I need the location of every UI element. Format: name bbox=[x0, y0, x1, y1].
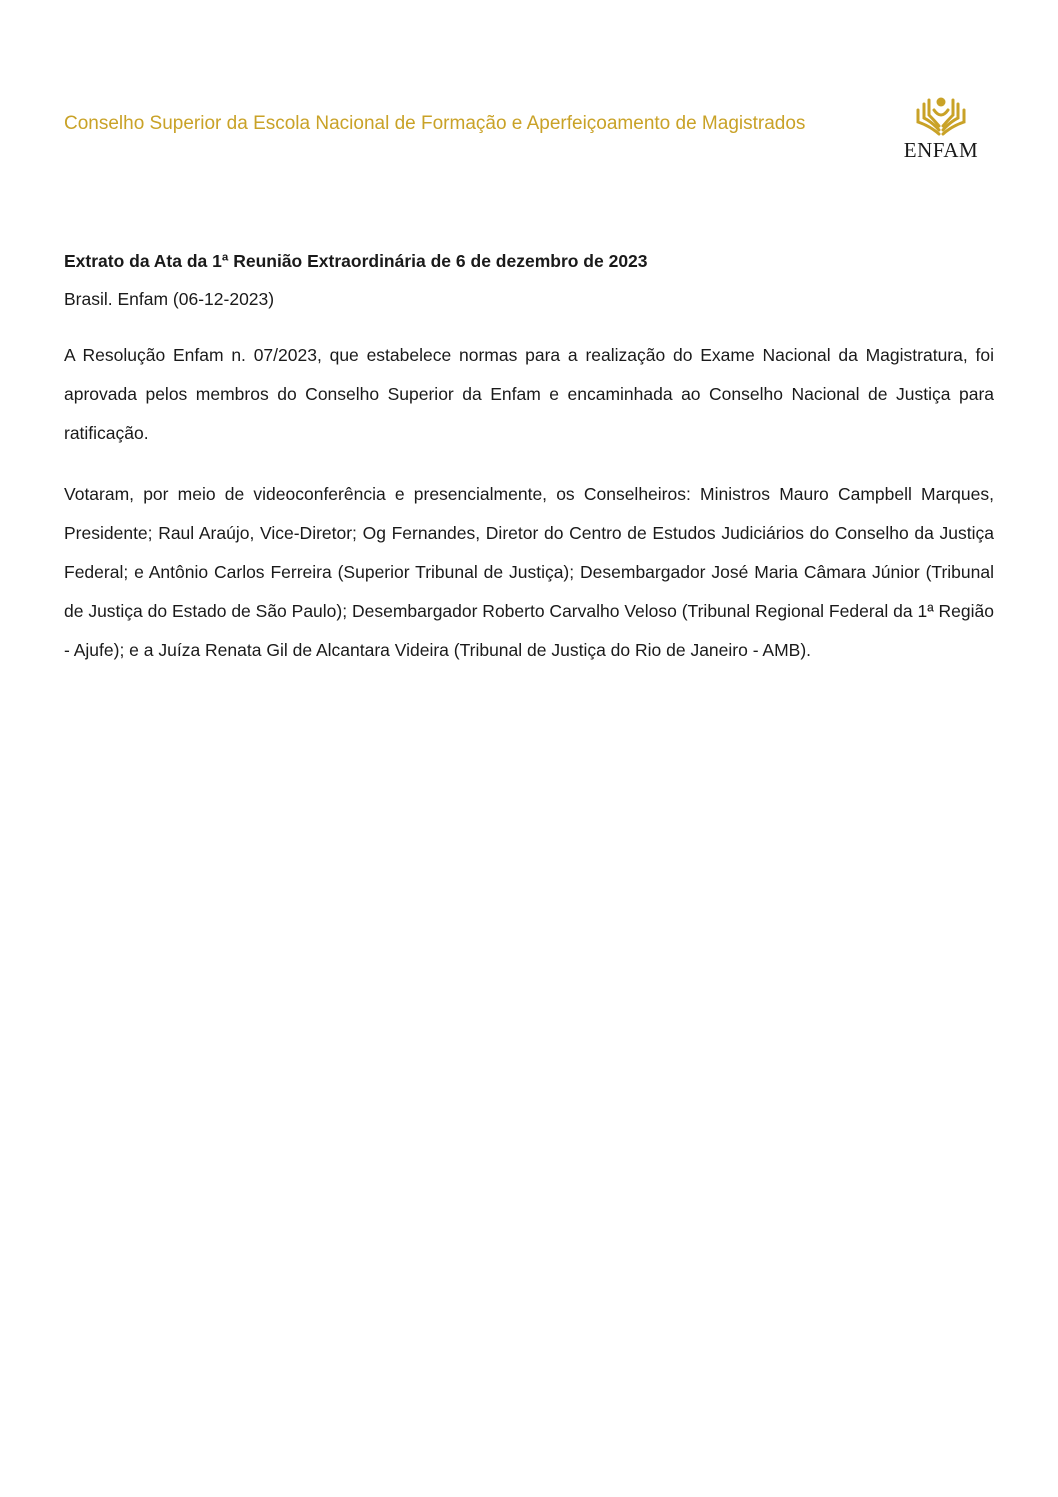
enfam-logo bbox=[898, 90, 984, 160]
paragraph: Votaram, por meio de videoconferência e presencialmente, os Conselheiros: Ministros Mauro Campbell Marques, Presidente; Raul Araújo, Vice-Diretor; Og Fernandes, Diretor do Centro de Estudos Judiciários do Conselho da Justiça Federal; e Antônio Carlos Ferreira (Superior Tribunal de Justiça); Desembargador José Maria Câmara Júnior (Tribunal de Justiça do Estado de São Paulo); Desembargador Roberto Carvalho Veloso (Tribunal Regional Federal da 1ª Região - Ajufe); e a Juíza Renata Gil de Alcantara Videira (Tribunal de Justiça do Rio de Janeiro - AMB). bbox=[64, 484, 994, 660]
document-source: Brasil. Enfam (06-12-2023) bbox=[64, 289, 275, 309]
paragraph: A Resolução Enfam n. 07/2023, que estabelece normas para a realização do Exame Nacional da Magistratura, foi aprovada pelos membros do Conselho Superior da Enfam e encaminhada ao Conselho Nacional de Justiça para ratificação. bbox=[64, 345, 994, 443]
header-organization: Conselho Superior da Escola Nacional de Formação e Aperfeiçoamento de Magistrados bbox=[64, 113, 806, 134]
book-with-figure-icon bbox=[914, 90, 968, 136]
document-body bbox=[64, 248, 994, 670]
document-title: Extrato da Ata da 1ª Reunião Extraordinária de 6 de dezembro de 2023 bbox=[64, 251, 648, 271]
logo-text: ENFAM bbox=[903, 138, 979, 162]
